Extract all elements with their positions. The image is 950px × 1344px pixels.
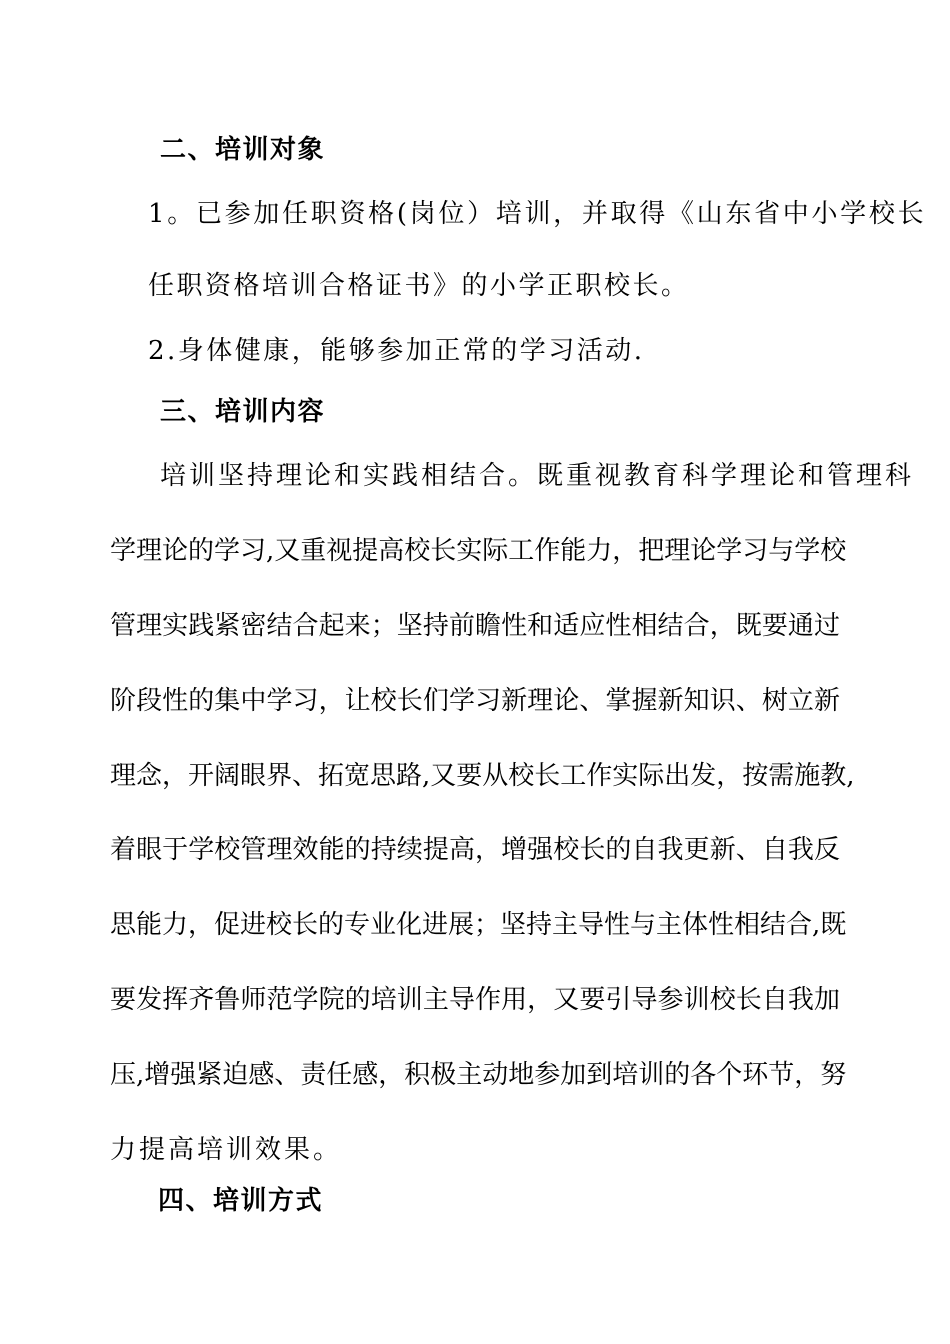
paragraph-line-10: 力提高培训效果。 [110,1135,343,1165]
list-item-1-line-2: 任职资格培训合格证书》的小学正职校长。 [148,271,690,301]
section-heading-training-content: 三、培训内容 [160,397,326,427]
paragraph-line-8: 要发挥齐鲁师范学院的培训主导作用，又要引导参训校长自我加 [110,985,840,1015]
section-heading-training-target: 二、培训对象 [160,135,326,165]
paragraph-line-5: 理念，开阔眼界、拓宽思路,又要从校长工作实际出发，按需施教, [110,761,855,791]
paragraph-line-1: 培训坚持理论和实践相结合。既重视教育科学理论和管理科 [160,461,915,491]
paragraph-line-2: 学理论的学习,又重视提高校长实际工作能力，把理论学习与学校 [110,536,847,566]
paragraph-line-3: 管理实践紧密结合起来；坚持前瞻性和适应性相结合，既要通过 [110,611,840,641]
list-item-1-line-1: 1。已参加任职资格(岗位）培训，并取得《山东省中小学校长 [148,199,927,229]
paragraph-line-7: 思能力，促进校长的专业化进展；坚持主导性与主体性相结合,既 [110,910,847,940]
paragraph-line-6: 着眼于学校管理效能的持续提高，增强校长的自我更新、自我反 [110,835,840,865]
paragraph-line-4: 阶段性的集中学习，让校长们学习新理论、掌握新知识、树立新 [110,686,840,716]
list-item-2: 2.身体健康，能够参加正常的学习活动. [148,336,645,366]
section-heading-training-method: 四、培训方式 [158,1186,324,1216]
paragraph-line-9: 压,增强紧迫感、责任感，积极主动地参加到培训的各个环节，努 [110,1060,847,1090]
